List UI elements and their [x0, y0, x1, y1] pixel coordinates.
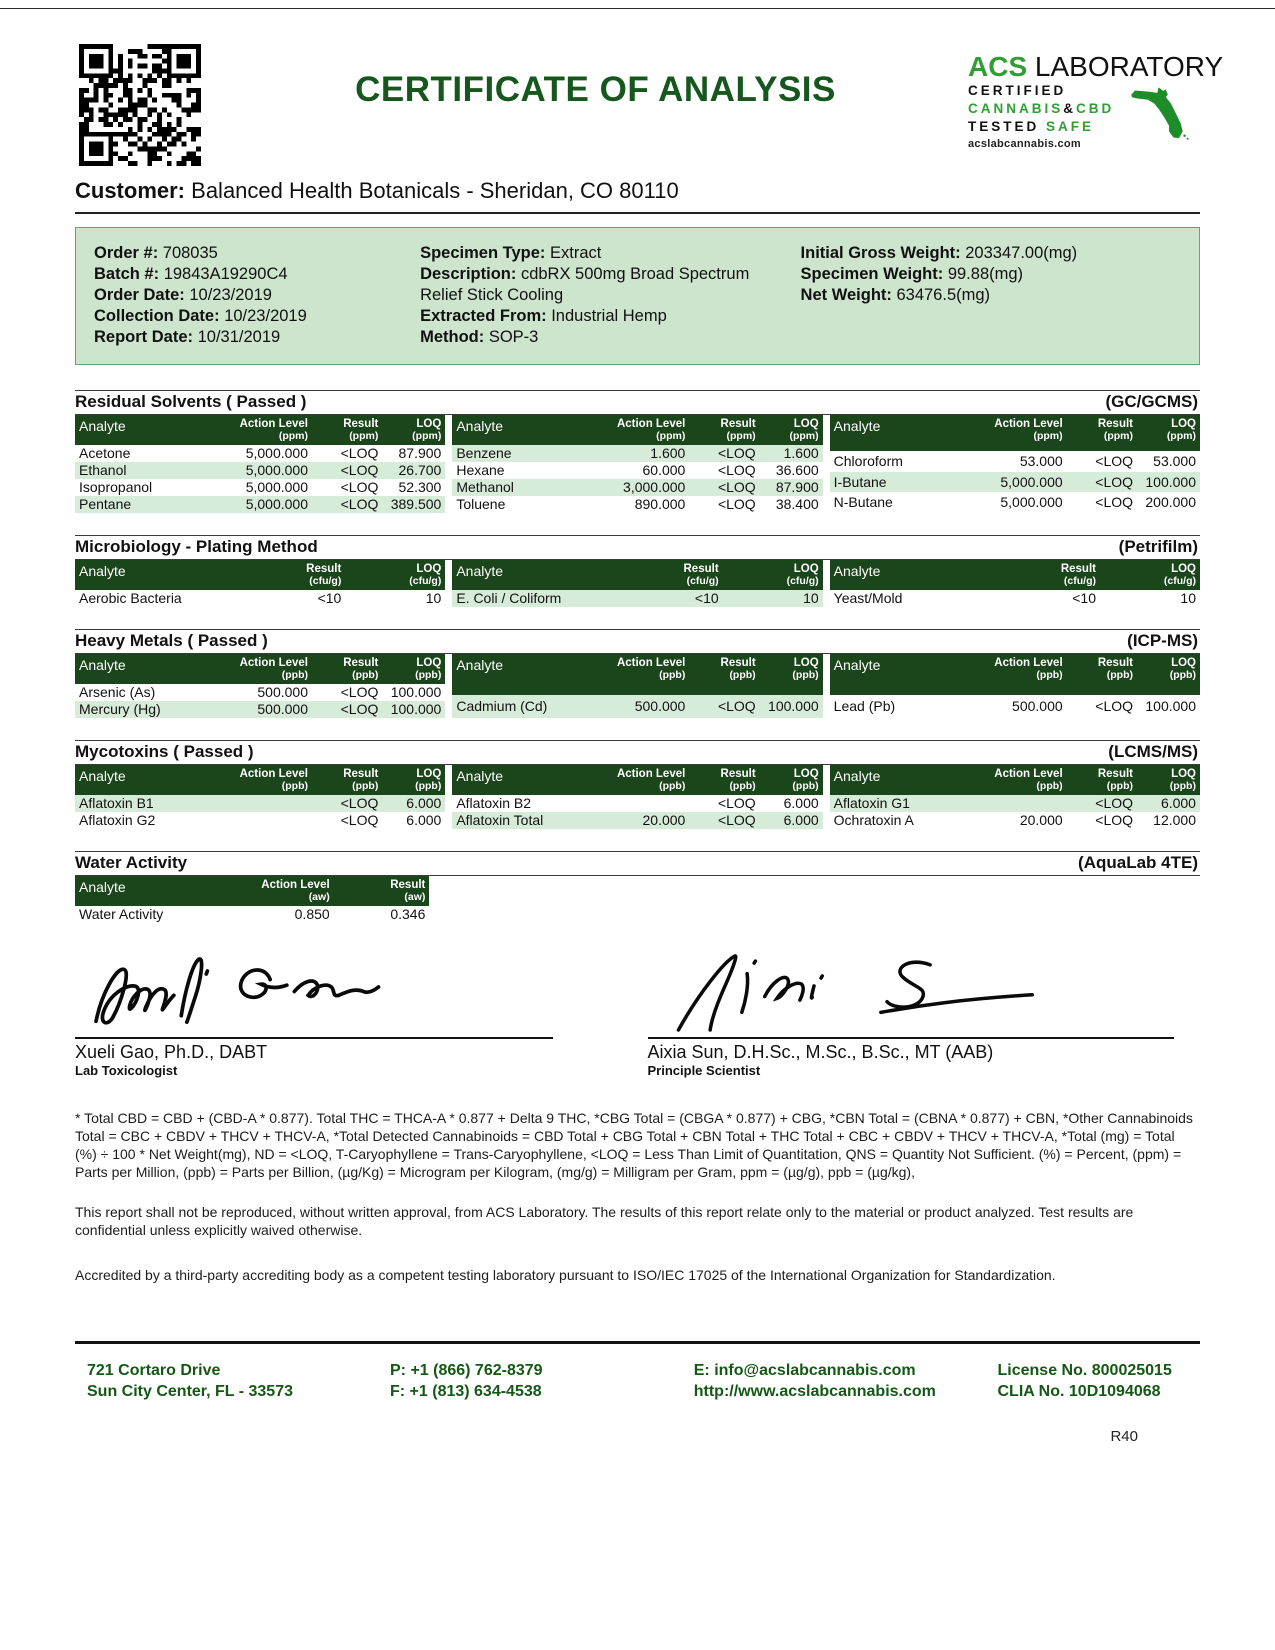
column-header-analyte: Analyte [75, 765, 208, 795]
analyte-table [75, 415, 445, 513]
column-header-loq: LOQ (cfu/g) [345, 560, 445, 590]
section-title: Mycotoxins ( Passed ) [75, 742, 254, 761]
loq-cell: 87.900 [775, 479, 819, 495]
column-header-action-level: Action Level (aw) [217, 876, 334, 906]
analyte-table [830, 415, 1200, 513]
loq-cell: 6.000 [406, 795, 442, 811]
footer-line: F: +1 (813) 634-4538 [390, 1383, 542, 1401]
analyte-cell: Isopropanol [79, 479, 153, 495]
result-cell: <LOQ [717, 445, 756, 461]
column-header-loq: LOQ (cfu/g) [1100, 560, 1200, 590]
action-level-cell [963, 795, 1067, 812]
analyte-table [452, 654, 822, 718]
column-header-result: Result (cfu/g) [223, 560, 345, 590]
result-cell: <LOQ [717, 812, 756, 828]
analyte-cell: Yeast/Mold [833, 590, 903, 606]
signature-area [75, 949, 1200, 1078]
table-row [830, 492, 1200, 513]
loq-cell: 100.000 [1145, 473, 1196, 490]
document-header [75, 44, 1224, 170]
column-header-analyte: Analyte [830, 765, 963, 795]
loq-cell: 100.000 [1145, 697, 1196, 714]
section-method: (LCMS/MS) [1108, 742, 1198, 761]
section-title: Heavy Metals ( Passed ) [75, 631, 268, 650]
loq-cell: 1.600 [783, 445, 819, 461]
result-cell: <LOQ [340, 445, 379, 461]
signer-name: Xueli Gao, Ph.D., DABT [75, 1042, 268, 1062]
table-row [830, 812, 1200, 829]
column-header-loq: LOQ (ppm) [382, 415, 445, 445]
action-level-cell: 500.000 [257, 684, 308, 700]
column-header-result: Result (aw) [334, 876, 430, 906]
result-cell: 0.346 [390, 906, 426, 922]
action-level-cell: 500.000 [1012, 697, 1063, 714]
action-level-cell: 5,000.000 [245, 496, 308, 512]
section-microbiology [75, 535, 1200, 607]
order-info-column-1 [94, 243, 420, 348]
analyte-cell: Pentane [79, 496, 132, 512]
section-header [75, 390, 1200, 415]
action-level-cell: 500.000 [634, 697, 686, 714]
section-method: (GC/GCMS) [1105, 392, 1198, 411]
result-cell: <LOQ [340, 496, 379, 512]
loq-cell: 100.000 [390, 701, 442, 717]
result-cell: <LOQ [1095, 453, 1134, 470]
section-title: Residual Solvents ( Passed ) [75, 392, 307, 411]
column-header-loq: LOQ (ppb) [1137, 765, 1200, 795]
analyte-cell: Methanol [456, 479, 514, 495]
action-level-cell: <10 [694, 590, 719, 606]
analyte-cell: Aflatoxin Total [456, 812, 544, 828]
order-info-field: Description: cdbRX 500mg Broad Spectrum Relief Stick Cooling [420, 265, 750, 304]
action-level-cell: 0.850 [294, 906, 330, 922]
table-row [830, 695, 1200, 718]
order-info-field: Order Date: 10/23/2019 [94, 286, 272, 304]
footer-contact [694, 1360, 998, 1402]
analyte-table [75, 654, 445, 718]
column-header-analyte: Analyte [75, 876, 217, 906]
order-info-field: Report Date: 10/31/2019 [94, 328, 281, 346]
result-cell: <LOQ [340, 795, 379, 811]
logo-acs-text: ACS [968, 51, 1028, 82]
loq-cell: 38.400 [775, 496, 819, 512]
section-title: Microbiology - Plating Method [75, 537, 318, 556]
loq-cell: 26.700 [398, 462, 442, 478]
section-header [75, 740, 1200, 765]
loq-cell: 389.500 [390, 496, 442, 512]
table-row [830, 590, 1200, 607]
footer-address [75, 1360, 390, 1402]
column-header-result: Result (ppb) [689, 765, 759, 795]
footer-rule [75, 1341, 1200, 1344]
action-level-cell: 5,000.000 [1000, 494, 1063, 511]
action-level-cell [586, 795, 690, 812]
result-cell: <LOQ [340, 701, 379, 717]
order-info-column-3 [801, 243, 1181, 348]
column-header-result: Result (ppm) [689, 415, 759, 445]
action-level-cell [208, 812, 312, 829]
section-method: (ICP-MS) [1127, 631, 1198, 650]
florida-state-icon [1130, 84, 1192, 144]
signature-xueli-gao [75, 949, 445, 1037]
table-row [75, 701, 445, 718]
loq-cell: 53.000 [1153, 453, 1196, 470]
acs-laboratory-logo [968, 44, 1224, 152]
definitions-paragraph: * Total CBD = CBD + (CBD-A * 0.877). Total THC = THCA-A * 0.877 + Delta 9 THC, *CBG Total = (CBGA * 0.877) + CBG, *CBN Total = (CBNA * 0.877) + CBN, *Other Cannabinoids Total = CBC + CBDV + THCV + THCV-A, *Total Detected Cannabinoids = CBD Total + CBG Total + CBN Total + THC Total + CBC + CBDV + THCV + THCV-A, *Total (mg) = Total (%) ÷ 100 * Net Weight(mg), ND = <LOQ, T-Caryophyllene = Trans-Caryophyllene, <LOQ = Less Than Limit of Quantitation, QNS = Quantity Not Sufficient. (%) = Percent, (ppm) = Parts per Million, (ppb) = Parts per Billion, (µg/Kg) = Microgram per Kilogram, (mg/g) = Milligram per Gram, ppm = (µg/g), ppb = (µg/kg), [75, 1110, 1193, 1180]
table-row [452, 590, 822, 607]
column-header-action-level: Action Level (ppb) [208, 765, 312, 795]
analyte-cell: Ethanol [79, 462, 127, 478]
action-level-cell: 60.000 [642, 462, 686, 478]
footer-license [998, 1360, 1201, 1402]
loq-cell: 6.000 [783, 795, 819, 811]
result-cell: <LOQ [1095, 697, 1134, 714]
analyte-cell: Water Activity [79, 906, 164, 922]
column-header-analyte: Analyte [452, 560, 600, 590]
column-header-action-level: Action Level (ppm) [963, 415, 1067, 451]
result-cell: <LOQ [1095, 473, 1134, 490]
table-row [452, 445, 822, 462]
column-header-result: Result (cfu/g) [600, 560, 722, 590]
analyte-cell: Benzene [456, 445, 512, 461]
result-cell: <LOQ [1095, 795, 1134, 811]
signature-aixia-sun [648, 949, 1068, 1037]
column-header-analyte: Analyte [830, 560, 978, 590]
loq-cell: 12.000 [1153, 812, 1196, 828]
column-header-action-level: Action Level (ppb) [963, 654, 1067, 695]
accreditation-paragraph: Accredited by a third-party accrediting body as a competent testing laboratory pursuant to ISO/IEC 17025 of the International Organization for Standardization. [75, 1267, 1056, 1284]
column-header-result: Result (ppb) [689, 654, 759, 695]
analyte-table [452, 560, 822, 607]
table-row [75, 812, 445, 829]
analyte-cell: Acetone [79, 445, 131, 461]
footer-line: Sun City Center, FL - 33573 [87, 1383, 293, 1401]
footer-line: E: info@acslabcannabis.com [693, 1362, 916, 1380]
column-header-analyte: Analyte [75, 415, 208, 445]
column-header-analyte: Analyte [830, 415, 963, 451]
table-row [75, 684, 445, 701]
loq-cell: 36.600 [775, 462, 819, 478]
column-header-loq: LOQ (ppm) [760, 415, 823, 445]
column-header-action-level: Action Level (ppm) [208, 415, 312, 445]
action-level-cell: 5,000.000 [245, 479, 308, 495]
analyte-cell: Chloroform [833, 453, 903, 470]
result-cell: <LOQ [717, 496, 756, 512]
footer-phone [390, 1360, 694, 1402]
table-row [452, 462, 822, 479]
action-level-cell: 5,000.000 [245, 445, 308, 461]
table-row [75, 496, 445, 513]
analyte-table [830, 654, 1200, 718]
column-header-analyte: Analyte [830, 654, 963, 695]
table-row [830, 795, 1200, 812]
loq-cell: 87.900 [398, 445, 442, 461]
disclaimer-text [75, 1110, 1200, 1285]
action-level-cell: <10 [1072, 590, 1096, 606]
table-row [830, 472, 1200, 493]
table-row [452, 795, 822, 812]
qr-code-icon [75, 44, 213, 170]
result-cell: <LOQ [717, 479, 756, 495]
action-level-cell: 20.000 [1019, 812, 1063, 828]
table-row [452, 812, 822, 829]
result-cell: 10 [803, 590, 819, 606]
column-header-analyte: Analyte [75, 560, 223, 590]
section-method: (Petrifilm) [1118, 537, 1198, 556]
order-info-field: Method: SOP-3 [420, 328, 539, 346]
signature-block-principle-scientist [638, 949, 1201, 1078]
action-level-cell: <10 [317, 590, 342, 606]
analyte-cell: Aflatoxin B2 [456, 795, 532, 811]
signature-line [648, 1037, 1174, 1039]
analyte-table [830, 765, 1200, 829]
loq-cell: 100.000 [390, 684, 442, 700]
logo-tested-safe-text: TESTED SAFE [968, 119, 1095, 134]
logo-laboratory-text: LABORATORY [1034, 51, 1224, 82]
section-header [75, 851, 1200, 876]
result-cell: <LOQ [717, 462, 756, 478]
column-header-result: Result (ppb) [1067, 654, 1137, 695]
table-row [830, 451, 1200, 472]
order-info-field: Batch #: 19843A19290C4 [94, 265, 288, 283]
analyte-cell: Lead (Pb) [833, 697, 896, 714]
section-water-activity [75, 851, 1200, 923]
column-header-action-level: Action Level (ppb) [586, 654, 690, 695]
results-sections [75, 390, 1200, 923]
analyte-table [75, 876, 429, 923]
table-row [75, 795, 445, 812]
loq-cell: 6.000 [1160, 795, 1196, 811]
column-header-result: Result (cfu/g) [978, 560, 1100, 590]
analyte-cell: Aflatoxin B1 [79, 795, 154, 811]
column-header-action-level: Action Level (ppb) [586, 765, 690, 795]
result-cell: <LOQ [340, 812, 379, 828]
action-level-cell: 1.600 [650, 445, 686, 461]
footer-line: P: +1 (866) 762-8379 [390, 1362, 543, 1380]
analyte-cell: Arsenic (As) [79, 684, 156, 700]
section-residual-solvents [75, 390, 1200, 513]
table-row [452, 695, 822, 718]
result-cell: <LOQ [340, 462, 379, 478]
analyte-cell: N-Butane [833, 494, 893, 511]
loq-cell: 100.000 [768, 697, 819, 714]
column-header-result: Result (ppb) [312, 654, 382, 684]
table-row [75, 590, 445, 607]
footer [75, 1360, 1200, 1402]
column-header-result: Result (ppm) [1067, 415, 1137, 451]
signer-title: Principle Scientist [647, 1063, 761, 1078]
section-method: (AquaLab 4TE) [1078, 853, 1198, 872]
logo-wordmark [968, 51, 1224, 82]
column-header-result: Result (ppm) [312, 415, 382, 445]
order-info-field: Specimen Type: Extract [420, 244, 602, 262]
customer-label: Customer: [75, 178, 186, 203]
footer-line: 721 Cortaro Drive [87, 1362, 221, 1380]
analyte-cell: Aerobic Bacteria [79, 590, 182, 606]
column-header-loq: LOQ (cfu/g) [723, 560, 823, 590]
loq-cell: 52.300 [398, 479, 442, 495]
analyte-cell: I-Butane [833, 473, 887, 490]
column-header-analyte: Analyte [75, 654, 208, 684]
section-mycotoxins [75, 740, 1200, 829]
logo-cannabis-cbd-text: CANNABIS&CBD [968, 101, 1115, 116]
loq-cell: 6.000 [406, 812, 442, 828]
column-header-action-level: Action Level (ppb) [208, 654, 312, 684]
column-header-action-level: Action Level (ppb) [963, 765, 1067, 795]
table-row [75, 445, 445, 462]
column-header-action-level: Action Level (ppm) [586, 415, 690, 445]
action-level-cell [208, 795, 312, 812]
analyte-table [452, 765, 822, 829]
analyte-cell: Aflatoxin G1 [833, 795, 910, 811]
section-header [75, 535, 1200, 560]
order-info-column-2 [420, 243, 800, 348]
action-level-cell: 5,000.000 [245, 462, 308, 478]
order-info-field: Initial Gross Weight: 203347.00(mg) [800, 244, 1078, 262]
result-cell: <LOQ [340, 479, 379, 495]
analyte-table [75, 560, 445, 607]
table-row [75, 462, 445, 479]
result-cell: <LOQ [1095, 812, 1134, 828]
action-level-cell: 20.000 [642, 812, 686, 828]
logo-website-text: acslabcannabis.com [968, 138, 1082, 150]
analyte-table [830, 560, 1200, 607]
page-title: CERTIFICATE OF ANALYSIS [355, 70, 836, 109]
page-code: R40 [1110, 1428, 1138, 1446]
column-header-result: Result (ppb) [1067, 765, 1137, 795]
customer-value: Balanced Health Botanicals - Sheridan, CO 80110 [191, 178, 679, 203]
footer-line: CLIA No. 10D1094068 [997, 1383, 1161, 1401]
analyte-cell: Mercury (Hg) [79, 701, 161, 717]
loq-cell: 200.000 [1145, 494, 1196, 511]
result-cell: <LOQ [717, 795, 756, 811]
analyte-cell: Ochratoxin A [833, 812, 914, 828]
column-header-loq: LOQ (ppb) [760, 765, 823, 795]
result-cell: 10 [1180, 590, 1196, 606]
table-row [75, 479, 445, 496]
signer-title: Lab Toxicologist [75, 1063, 178, 1078]
column-header-loq: LOQ (ppm) [1137, 415, 1200, 451]
analyte-cell: Hexane [456, 462, 505, 478]
order-info-field: Extracted From: Industrial Hemp [420, 307, 667, 325]
column-header-analyte: Analyte [452, 415, 585, 445]
action-level-cell: 53.000 [1019, 453, 1063, 470]
reproduction-paragraph: This report shall not be reproduced, without written approval, from ACS Laboratory. The results of this report relate only to the material or product analyzed. Test results are confidential unless explicitly waived otherwise. [75, 1203, 1134, 1238]
column-header-loq: LOQ (ppb) [382, 765, 445, 795]
order-info-field: Specimen Weight: 99.88(mg) [800, 265, 1024, 283]
section-heavy-metals [75, 629, 1200, 718]
column-header-loq: LOQ (ppb) [1137, 654, 1200, 695]
table-row [452, 479, 822, 496]
order-info-box [75, 227, 1200, 365]
order-info-field: Order #: 708035 [94, 244, 218, 262]
analyte-cell: Aflatoxin G2 [79, 812, 156, 828]
result-cell: 10 [425, 590, 442, 606]
analyte-cell: E. Coli / Coliform [456, 590, 562, 606]
column-header-analyte: Analyte [452, 765, 585, 795]
logo-certified-text: CERTIFIED [968, 83, 1067, 98]
order-info-field: Collection Date: 10/23/2019 [94, 307, 307, 325]
result-cell: <LOQ [340, 684, 379, 700]
customer-line [75, 178, 1200, 214]
column-header-analyte: Analyte [452, 654, 585, 695]
order-info-field: Net Weight: 63476.5(mg) [800, 286, 991, 304]
section-header [75, 629, 1200, 654]
table-row [75, 906, 429, 923]
analyte-table [452, 415, 822, 513]
column-header-result: Result (ppb) [312, 765, 382, 795]
footer-line: License No. 800025015 [997, 1362, 1172, 1380]
table-row [452, 496, 822, 513]
signer-name: Aixia Sun, D.H.Sc., M.Sc., B.Sc., MT (AAB) [647, 1042, 994, 1062]
signature-block-lab-toxicologist [75, 949, 638, 1078]
analyte-cell: Toluene [456, 496, 506, 512]
action-level-cell: 5,000.000 [1000, 473, 1063, 490]
analyte-table [75, 765, 445, 829]
column-header-loq: LOQ (ppb) [382, 654, 445, 684]
column-header-loq: LOQ (ppb) [760, 654, 823, 695]
action-level-cell: 3,000.000 [623, 479, 686, 495]
loq-cell: 6.000 [783, 812, 819, 828]
action-level-cell: 500.000 [257, 701, 308, 717]
top-rule [0, 8, 1275, 9]
section-title: Water Activity [75, 853, 188, 872]
result-cell: <LOQ [717, 697, 756, 714]
analyte-cell: Cadmium (Cd) [456, 697, 548, 714]
result-cell: <LOQ [1095, 494, 1134, 511]
footer-line: http://www.acslabcannabis.com [693, 1383, 936, 1401]
signature-line [75, 1037, 553, 1039]
action-level-cell: 890.000 [634, 496, 686, 512]
